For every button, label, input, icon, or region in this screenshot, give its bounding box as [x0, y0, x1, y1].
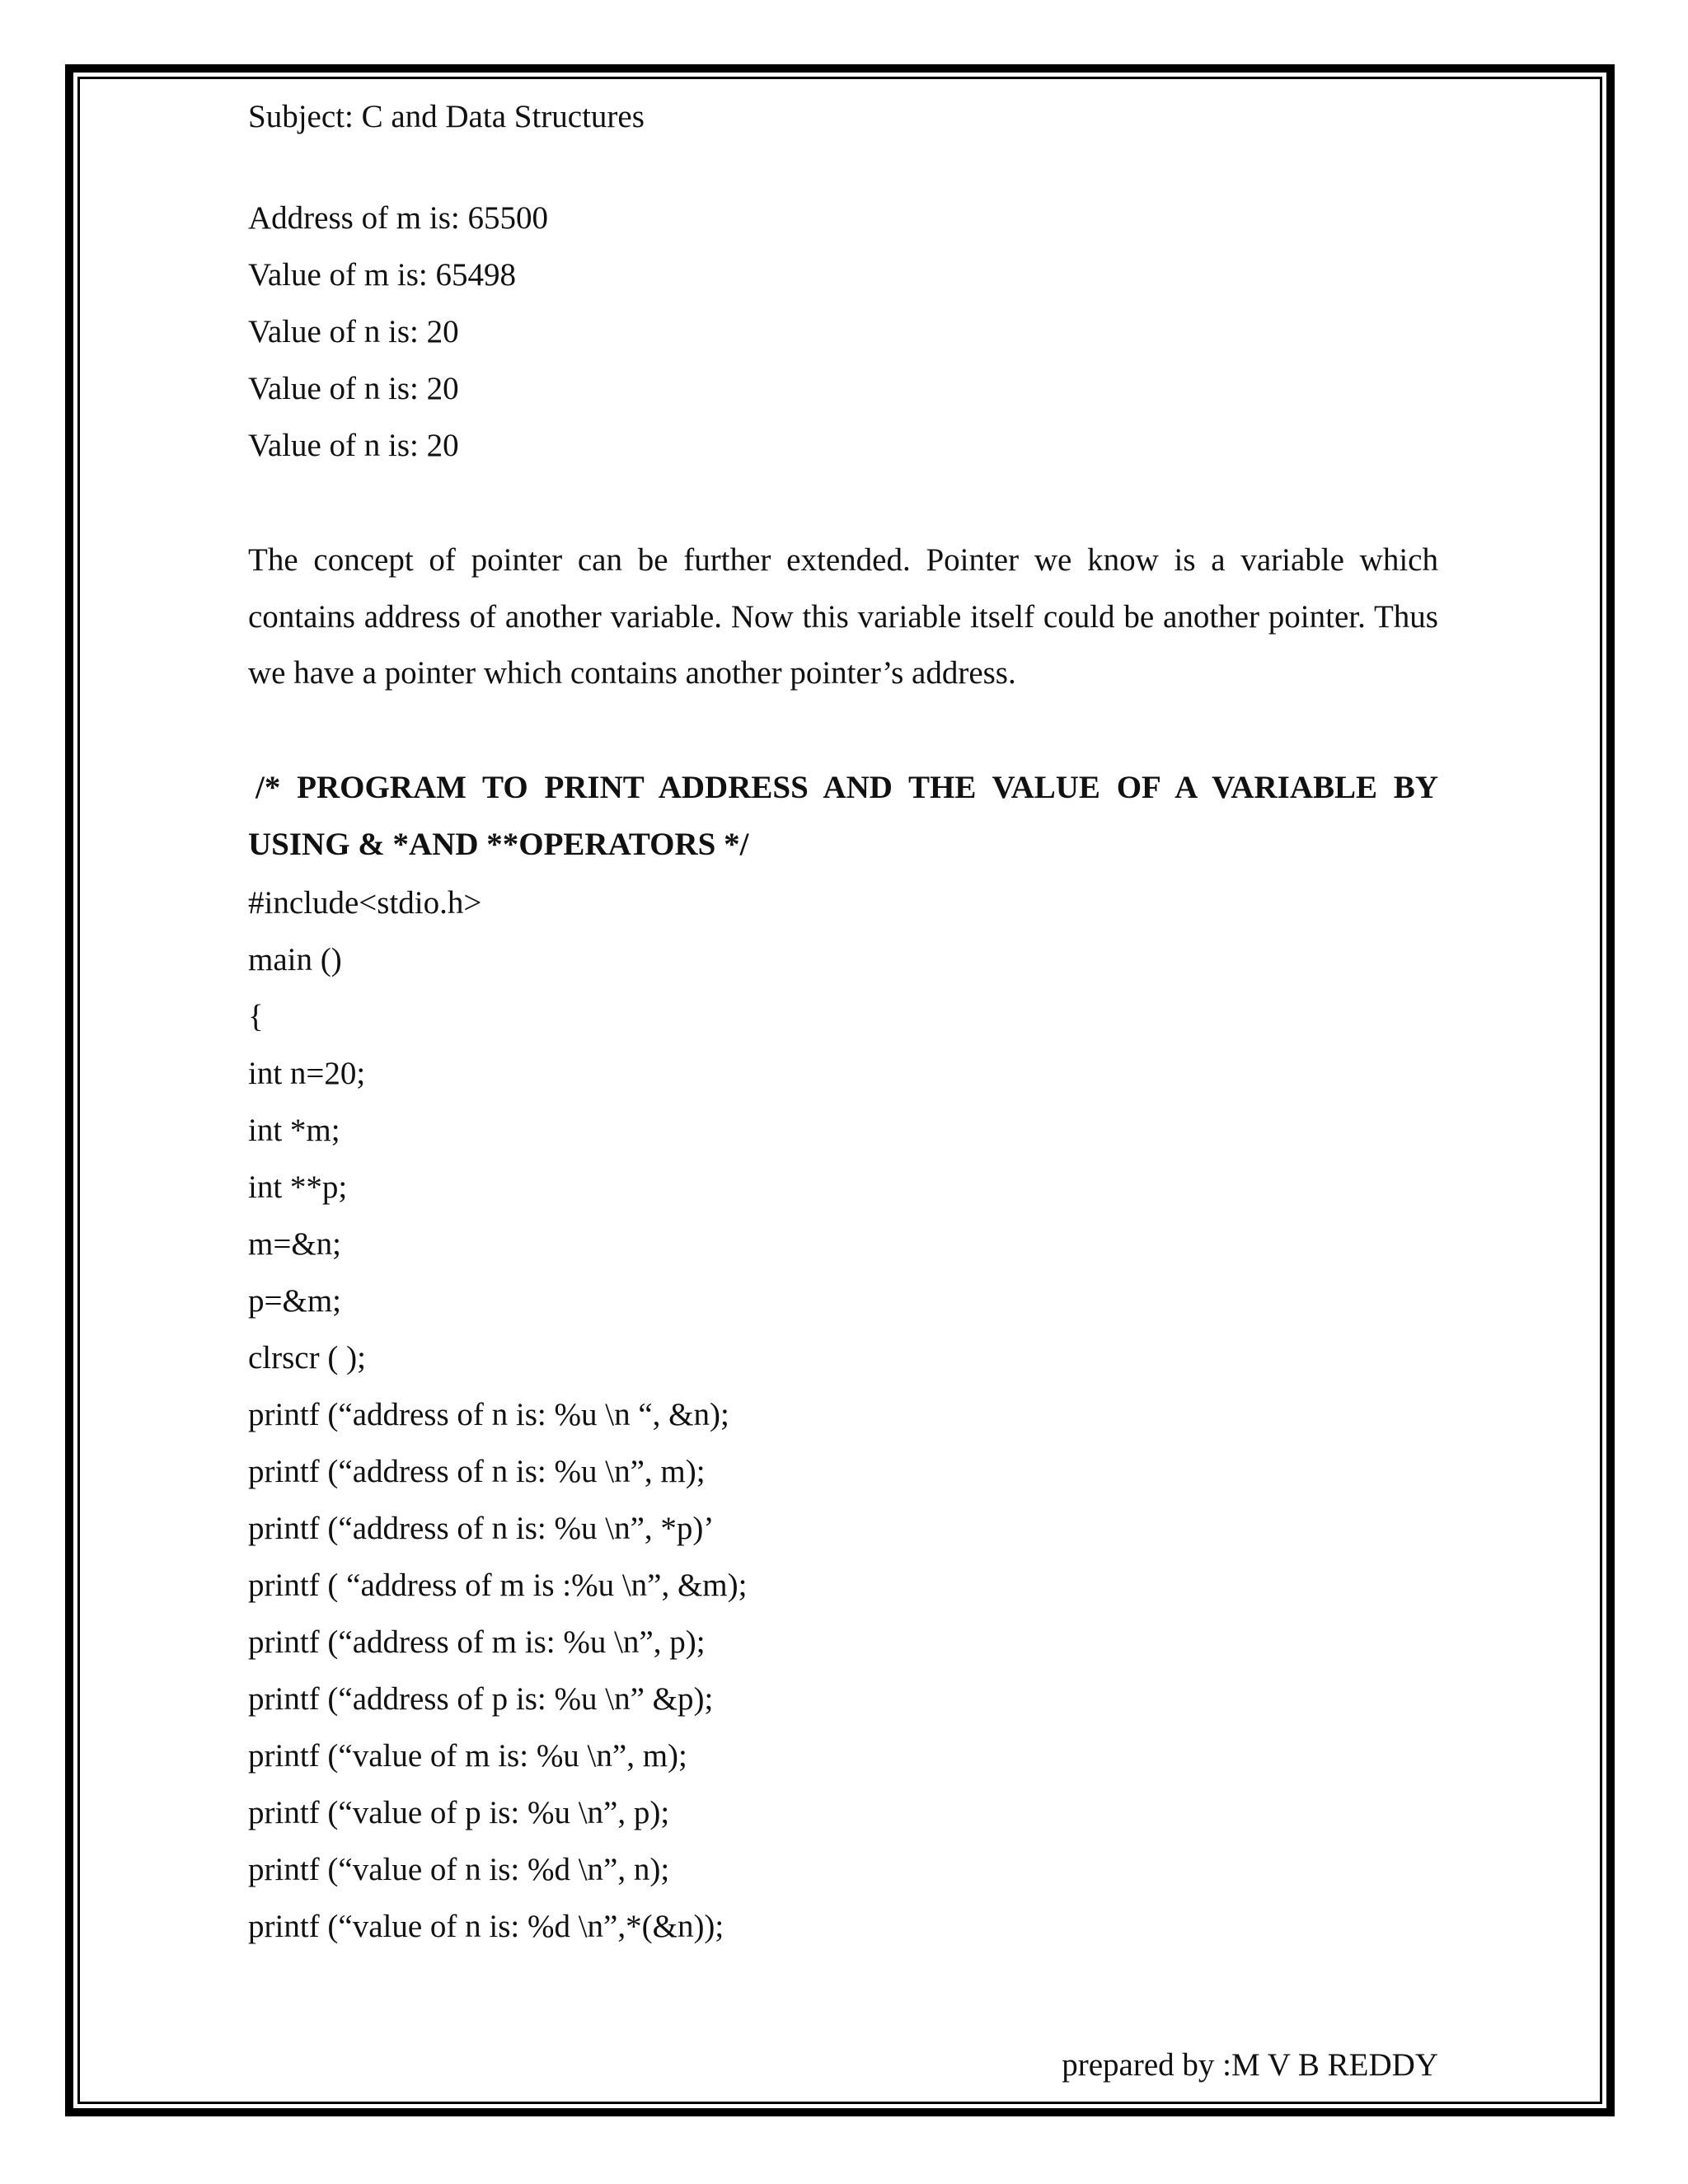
code-line: printf (“address of p is: %u \n” &p);	[248, 1681, 714, 1717]
prepared-by-footer: prepared by :M V B REDDY	[1062, 2047, 1438, 2083]
code-line: main ()	[248, 942, 342, 977]
output-line: Value of n is: 20	[248, 371, 459, 406]
code-line: printf ( “address of m is :%u \n”, &m);	[248, 1568, 748, 1603]
code-line: printf (“address of n is: %u \n”, *p)’	[248, 1511, 715, 1546]
explanation-paragraph: The concept of pointer can be further extended. Pointer we know is a variable which contains address of another variable. Now this variable itself could be another pointer. Thus we have a pointer which contains another pointer’s address.	[248, 542, 1438, 691]
code-line: printf (“value of n is: %d \n”, n);	[248, 1852, 670, 1887]
code-line: clrscr ( );	[248, 1340, 366, 1376]
subject-header: Subject: C and Data Structures	[248, 99, 645, 134]
code-line: {	[248, 999, 264, 1034]
code-line: printf (“address of n is: %u \n “, &n);	[248, 1397, 729, 1432]
code-line: printf (“value of m is: %u \n”, m);	[248, 1738, 687, 1774]
output-line: Value of n is: 20	[248, 314, 459, 349]
output-line: Value of n is: 20	[248, 428, 459, 463]
output-line: Value of m is: 65498	[248, 257, 516, 293]
code-line: int *m;	[248, 1113, 340, 1148]
output-line: Address of m is: 65500	[248, 200, 548, 236]
program-heading	[248, 760, 1438, 873]
code-line: #include<stdio.h>	[248, 885, 482, 921]
code-line: int n=20;	[248, 1056, 366, 1091]
code-line: printf (“value of p is: %u \n”, p);	[248, 1795, 670, 1830]
code-line: m=&n;	[248, 1226, 342, 1262]
code-line: p=&m;	[248, 1283, 342, 1319]
code-line: printf (“address of n is: %u \n”, m);	[248, 1454, 706, 1489]
code-line: printf (“address of m is: %u \n”, p);	[248, 1624, 706, 1660]
code-line: int **p;	[248, 1169, 348, 1205]
code-line: printf (“value of n is: %d \n”,*(&n));	[248, 1909, 724, 1944]
program-heading-text: /* PROGRAM TO PRINT ADDRESS AND THE VALUE OF A VARIABLE BY USING & *AND **OPERATORS */	[248, 770, 1438, 862]
